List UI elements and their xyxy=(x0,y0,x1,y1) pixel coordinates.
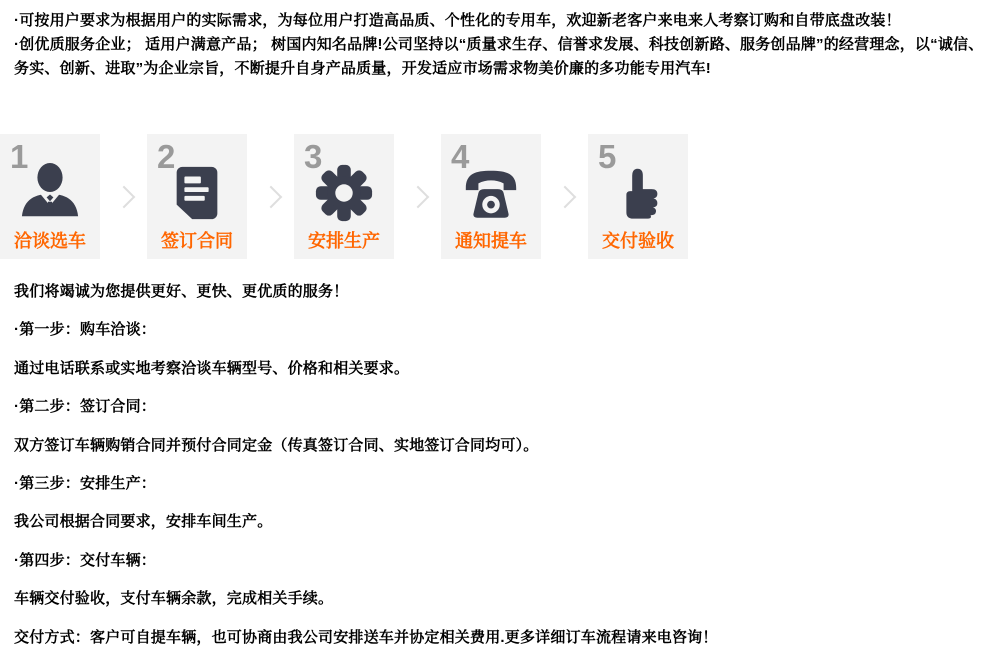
intro-paragraph: ·可按用户要求为根据用户的实际需求，为每位用户打造高品质、个性化的专用车，欢迎新老客户来电来人考察订购和自带底盘改装！ xyxy=(14,12,901,29)
step-label: 洽谈选车 xyxy=(14,231,86,251)
step-label: 安排生产 xyxy=(308,231,380,251)
step-label: 通知提车 xyxy=(455,231,527,251)
detail-line: 车辆交付验收，支付车辆余款，完成相关手续。 xyxy=(14,590,334,608)
detail-line: ·第二步：签订合同： xyxy=(14,398,156,416)
detail-line: 通过电话联系或实地考察洽谈车辆型号、价格和相关要求。 xyxy=(14,359,410,377)
order-process-steps xyxy=(0,134,1000,259)
step-number: 4 xyxy=(451,138,470,175)
step-number: 3 xyxy=(304,138,323,175)
intro-section xyxy=(0,0,1000,81)
chevron-right-icon xyxy=(247,134,294,259)
detail-line: 交付方式：客户可自提车辆，也可协商由我公司安排送车并协定相关费用.更多详细订车流程请来电咨询！ xyxy=(14,628,718,646)
chevron-right-icon xyxy=(394,134,441,259)
step-card-production xyxy=(294,134,394,259)
intro-paragraph: ·创优质服务企业； 适用户满意产品； 树国内知名品牌!公司坚持以“质量求生存、信誉求发展、科技创新路、服务创品牌”的经营理念，以“诚信、务实、创新、进取”为企业宗旨，不断提升自身产品质量，开发适应市场需求物美价廉的多功能专用汽车! xyxy=(14,36,984,77)
detail-line: ·第四步：交付车辆： xyxy=(14,551,156,569)
detail-line: ·第三步：安排生产： xyxy=(14,475,156,493)
step-card-acceptance xyxy=(588,134,688,259)
step-card-pickup-notice xyxy=(441,134,541,259)
step-number: 5 xyxy=(598,138,617,175)
detail-line: 我公司根据合同要求，安排车间生产。 xyxy=(14,513,273,531)
step-card-negotiate xyxy=(0,134,100,259)
step-number: 1 xyxy=(10,138,29,175)
step-card-contract xyxy=(147,134,247,259)
step-label: 交付验收 xyxy=(602,231,674,251)
step-label: 签订合同 xyxy=(161,231,233,251)
detail-line: 双方签订车辆购销合同并预付合同定金（传真签订合同、实地签订合同均可）。 xyxy=(14,436,539,454)
details-section xyxy=(0,273,1000,657)
chevron-right-icon xyxy=(541,134,588,259)
detail-line: 我们将竭诚为您提供更好、更快、更优质的服务！ xyxy=(14,283,349,300)
step-number: 2 xyxy=(157,138,176,175)
detail-line: ·第一步：购车洽谈： xyxy=(14,321,156,339)
chevron-right-icon xyxy=(100,134,147,259)
